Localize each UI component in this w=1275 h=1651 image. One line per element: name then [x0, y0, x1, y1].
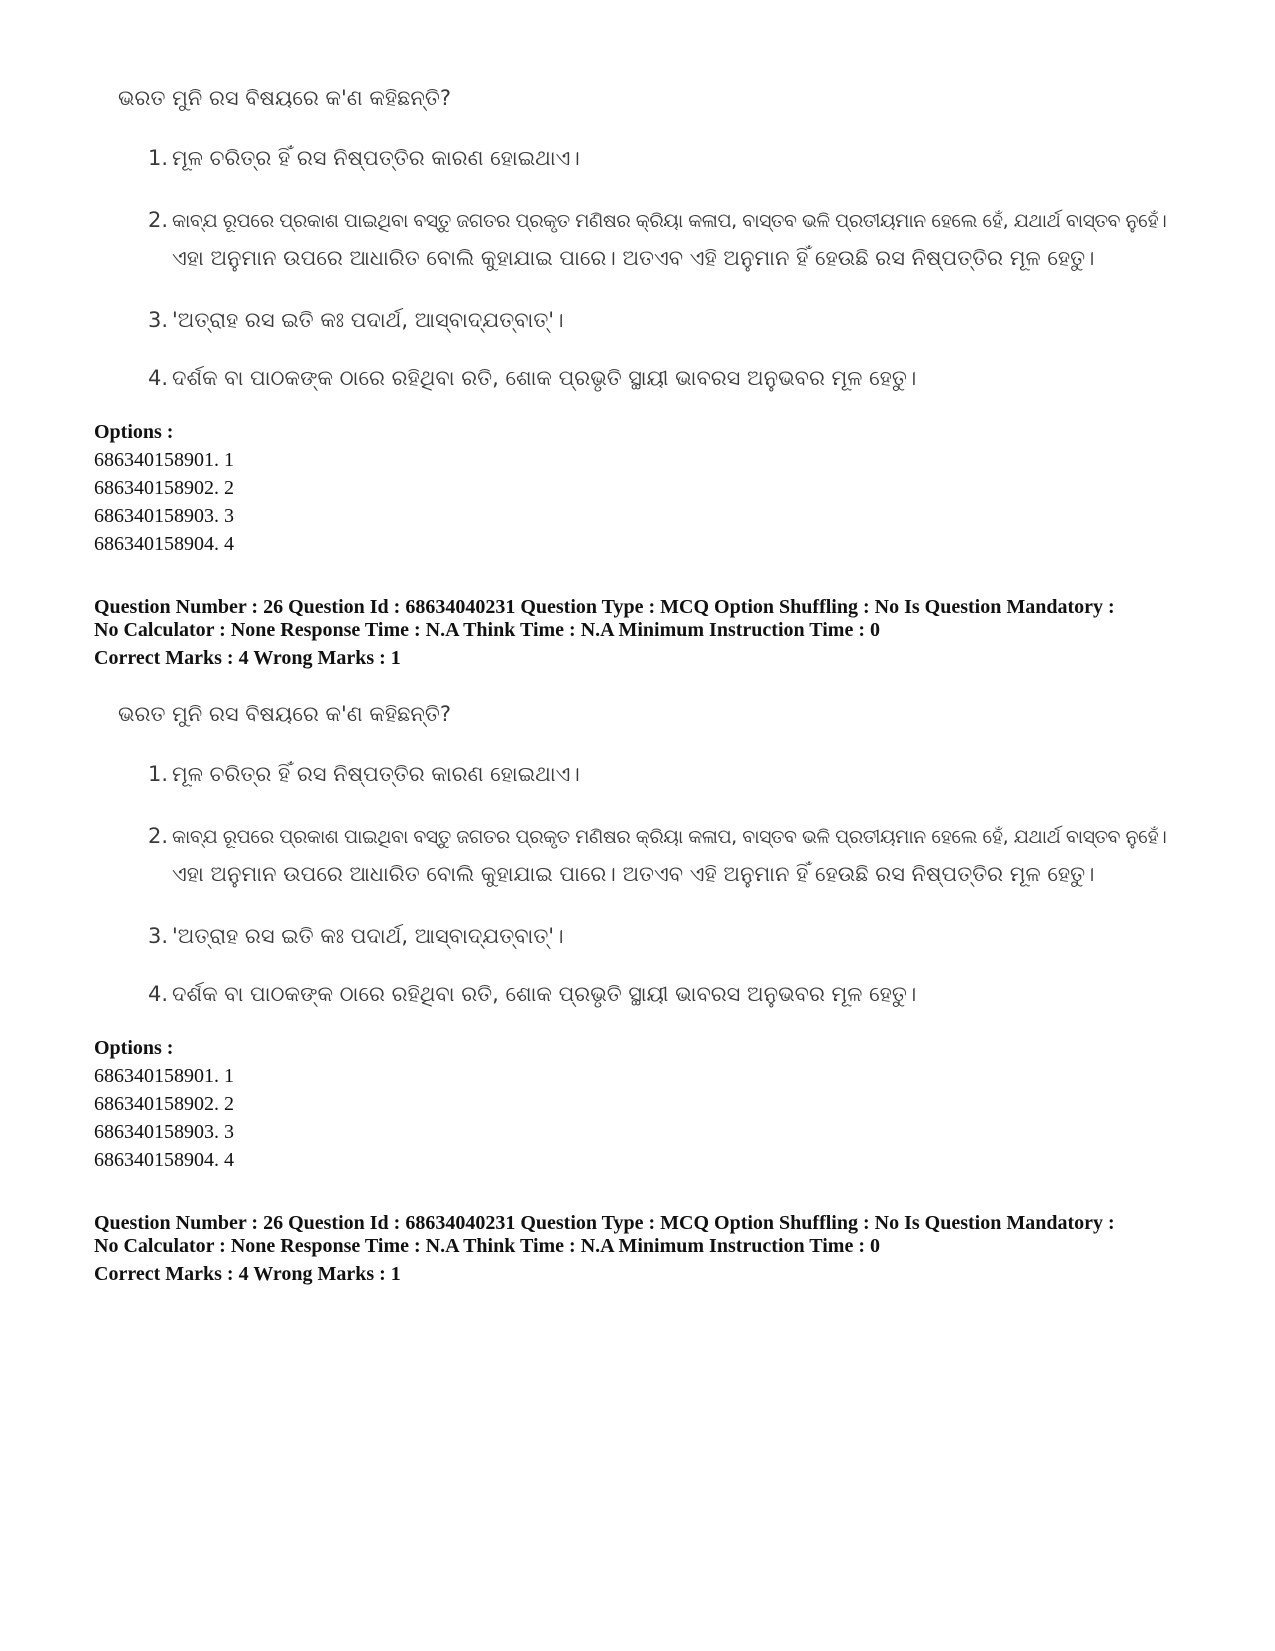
option-item: 686340158904. 4	[94, 533, 234, 555]
statement-number: 1.	[148, 146, 169, 170]
statement-number: 1.	[148, 762, 169, 786]
question-marks: Correct Marks : 4 Wrong Marks : 1	[94, 1263, 401, 1285]
question-text: ଭରତ ମୁନି ରସ ବିଷୟରେ କ'ଣ କହିଛନ୍ତି?	[118, 86, 451, 110]
statement-text: ଦର୍ଶକ ବା ପାଠକଙ୍କ ଠାରେ ରହିଥିବା ରତି, ଶୋକ ପ୍ରଭୃତି ସ୍ଥାୟୀ ଭାବରସ ଅନୁଭବର ମୂଳ ହେତୁ।	[172, 982, 917, 1006]
question-marks: Correct Marks : 4 Wrong Marks : 1	[94, 647, 401, 669]
option-item: 686340158902. 2	[94, 477, 234, 499]
statement-number: 2.	[148, 208, 169, 232]
option-item: 686340158903. 3	[94, 1121, 234, 1143]
statement-number: 3.	[148, 308, 169, 332]
option-item: 686340158901. 1	[94, 449, 234, 471]
statement-number: 2.	[148, 824, 169, 848]
statement-2-continuation: ଏହା ଅନୁମାନ ଉପରେ ଆଧାରିତ ବୋଲି କୁହାଯାଇ ପାରେ। ଅତଏବ ଏହି ଅନୁମାନ ହିଁ ହେଉଛି ରସ ନିଷ୍ପତ୍ତିର ମୂଳ ହେତୁ।	[172, 862, 1095, 886]
statement-text: 'ଅତ୍ରାହ ରସ ଇତି କଃ ପଦାର୍ଥ, ଆସ୍ବାଦ୍ଯତ୍ବାତ୍'।	[172, 308, 564, 332]
statement-number: 4.	[148, 366, 169, 390]
option-item: 686340158903. 3	[94, 505, 234, 527]
question-text: ଭରତ ମୁନି ରସ ବିଷୟରେ କ'ଣ କହିଛନ୍ତି?	[118, 702, 451, 726]
statement-2	[148, 208, 1166, 232]
statement-text: 'ଅତ୍ରାହ ରସ ଇତି କଃ ପଦାର୍ଥ, ଆସ୍ବାଦ୍ଯତ୍ବାତ୍'।	[172, 924, 564, 948]
options-heading: Options :	[94, 1037, 174, 1059]
statement-1	[148, 146, 580, 171]
statement-number: 3.	[148, 924, 169, 948]
statement-2	[148, 824, 1166, 848]
option-item: 686340158901. 1	[94, 1065, 234, 1087]
statement-4	[148, 366, 916, 391]
statement-3	[148, 308, 564, 333]
option-item: 686340158902. 2	[94, 1093, 234, 1115]
statement-1	[148, 762, 580, 787]
statement-number: 4.	[148, 982, 169, 1006]
statement-text: କାବ୍ଯ ରୂପରେ ପ୍ରକାଶ ପାଇଥିବା ବସ୍ତୁ ଜଗତର ପ୍ରକୃତ ମଣିଷର କ୍ରିୟା କଳାପ, ବାସ୍ତବ ଭଳି ପ୍ରତୀୟମାନ ହେଲେ ହେଁ, ଯଥାର୍ଥ ବାସ୍ତବ ନୁହେଁ।	[172, 210, 1167, 232]
question-meta-line-2: No Calculator : None Response Time : N.A Think Time : N.A Minimum Instruction Time : 0	[94, 1235, 880, 1257]
question-meta-line-2: No Calculator : None Response Time : N.A Think Time : N.A Minimum Instruction Time : 0	[94, 619, 880, 641]
statement-text: ମୂଳ ଚରିତ୍ର ହିଁ ରସ ନିଷ୍ପତ୍ତିର କାରଣ ହୋଇଥାଏ।	[172, 762, 580, 786]
statement-2-continuation: ଏହା ଅନୁମାନ ଉପରେ ଆଧାରିତ ବୋଲି କୁହାଯାଇ ପାରେ। ଅତଏବ ଏହି ଅନୁମାନ ହିଁ ହେଉଛି ରସ ନିଷ୍ପତ୍ତିର ମୂଳ ହେତୁ।	[172, 246, 1095, 270]
statement-text: ମୂଳ ଚରିତ୍ର ହିଁ ରସ ନିଷ୍ପତ୍ତିର କାରଣ ହୋଇଥାଏ।	[172, 146, 580, 170]
statement-text: ଦର୍ଶକ ବା ପାଠକଙ୍କ ଠାରେ ରହିଥିବା ରତି, ଶୋକ ପ୍ରଭୃତି ସ୍ଥାୟୀ ଭାବରସ ଅନୁଭବର ମୂଳ ହେତୁ।	[172, 366, 917, 390]
options-heading: Options :	[94, 421, 174, 443]
question-meta-line-1: Question Number : 26 Question Id : 68634040231 Question Type : MCQ Option Shuffling : No Is Question Mandatory :	[94, 1212, 1115, 1234]
statement-4	[148, 982, 916, 1007]
statement-text: କାବ୍ଯ ରୂପରେ ପ୍ରକାଶ ପାଇଥିବା ବସ୍ତୁ ଜଗତର ପ୍ରକୃତ ମଣିଷର କ୍ରିୟା କଳାପ, ବାସ୍ତବ ଭଳି ପ୍ରତୀୟମାନ ହେଲେ ହେଁ, ଯଥାର୍ଥ ବାସ୍ତବ ନୁହେଁ।	[172, 826, 1167, 848]
question-meta-line-1: Question Number : 26 Question Id : 68634040231 Question Type : MCQ Option Shuffling : No Is Question Mandatory :	[94, 596, 1115, 618]
option-item: 686340158904. 4	[94, 1149, 234, 1171]
statement-3	[148, 924, 564, 949]
